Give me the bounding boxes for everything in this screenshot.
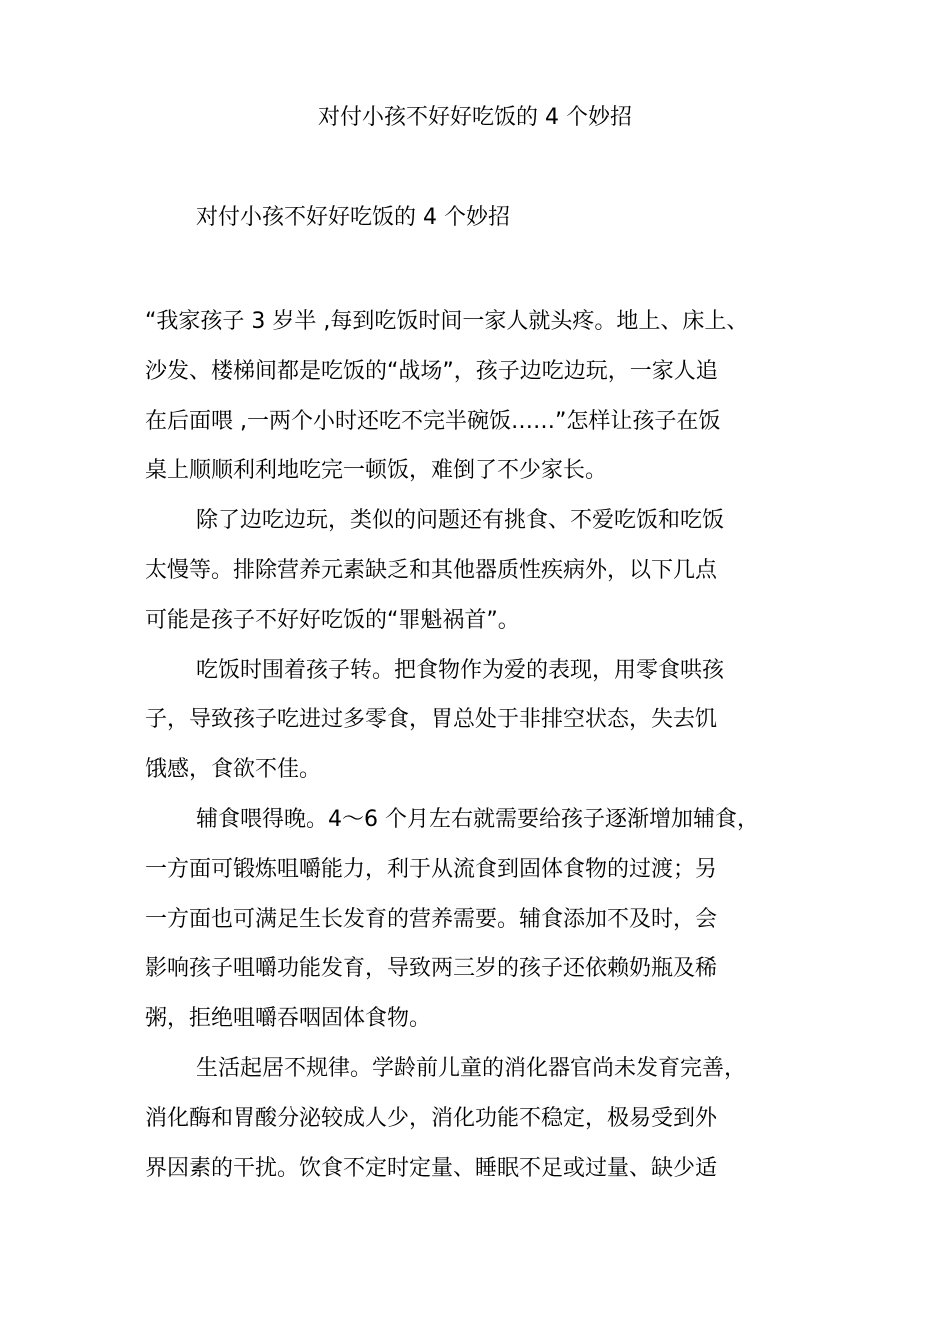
paragraph-line: 粥，拒绝咀嚼吞咽固体食物。: [145, 1006, 432, 1032]
paragraph: [145, 297, 835, 496]
paragraph: [145, 646, 835, 795]
paragraph-line: 一方面也可满足生长发育的营养需要。辅食添加不及时，会: [145, 906, 718, 932]
document-title: 对付小孩不好好吃饭的 4 个妙招: [318, 105, 632, 130]
document-body: [145, 297, 835, 1193]
paragraph-line: 桌上顺顺利利地吃完一顿饭，难倒了不少家长。: [145, 458, 608, 484]
paragraph: [145, 795, 835, 1044]
paragraph-line: 界因素的干扰。饮食不定时定量、睡眠不足或过量、缺少适: [145, 1155, 718, 1181]
paragraph-line: 吃饭时围着孩子转。把食物作为爱的表现，用零食哄孩: [196, 657, 725, 683]
paragraph-line: 可能是孩子不好好吃饭的“罪魁祸首”。: [145, 607, 520, 633]
paragraph-line: 子，导致孩子吃进过多零食，胃总处于非排空状态，失去饥: [145, 707, 718, 733]
paragraph-line: 一方面可锻炼咀嚼能力，利于从流食到固体食物的过渡；另: [145, 856, 718, 882]
paragraph-line: “我家孩子 3 岁半 ,每到吃饭时间一家人就头疼。地上、床上、: [145, 309, 749, 334]
paragraph-line: 生活起居不规律。学龄前儿童的消化器官尚未发育完善，: [196, 1055, 747, 1081]
paragraph-line: 消化酶和胃酸分泌较成人少，消化功能不稳定，极易受到外: [145, 1105, 718, 1131]
paragraph-line: 饿感，食欲不佳。: [145, 757, 322, 783]
paragraph: [145, 496, 835, 645]
paragraph-line: 除了边吃边玩，类似的问题还有挑食、不爱吃饭和吃饭: [196, 508, 725, 534]
paragraph-line: 辅食喂得晚。4～6 个月左右就需要给孩子逐渐增加辅食，: [196, 806, 759, 832]
document-subtitle: 对付小孩不好好吃饭的 4 个妙招: [196, 205, 510, 230]
paragraph-line: 在后面喂 ,一两个小时还吃不完半碗饭……”怎样让孩子在饭: [145, 408, 721, 434]
paragraph-line: 太慢等。排除营养元素缺乏和其他器质性疾病外，以下几点: [145, 557, 718, 583]
paragraph: [145, 1044, 835, 1193]
paragraph-line: 影响孩子咀嚼功能发育，导致两三岁的孩子还依赖奶瓶及稀: [145, 956, 718, 982]
paragraph-line: 沙发、楼梯间都是吃饭的“战场”，孩子边吃边玩，一家人追: [145, 358, 718, 384]
